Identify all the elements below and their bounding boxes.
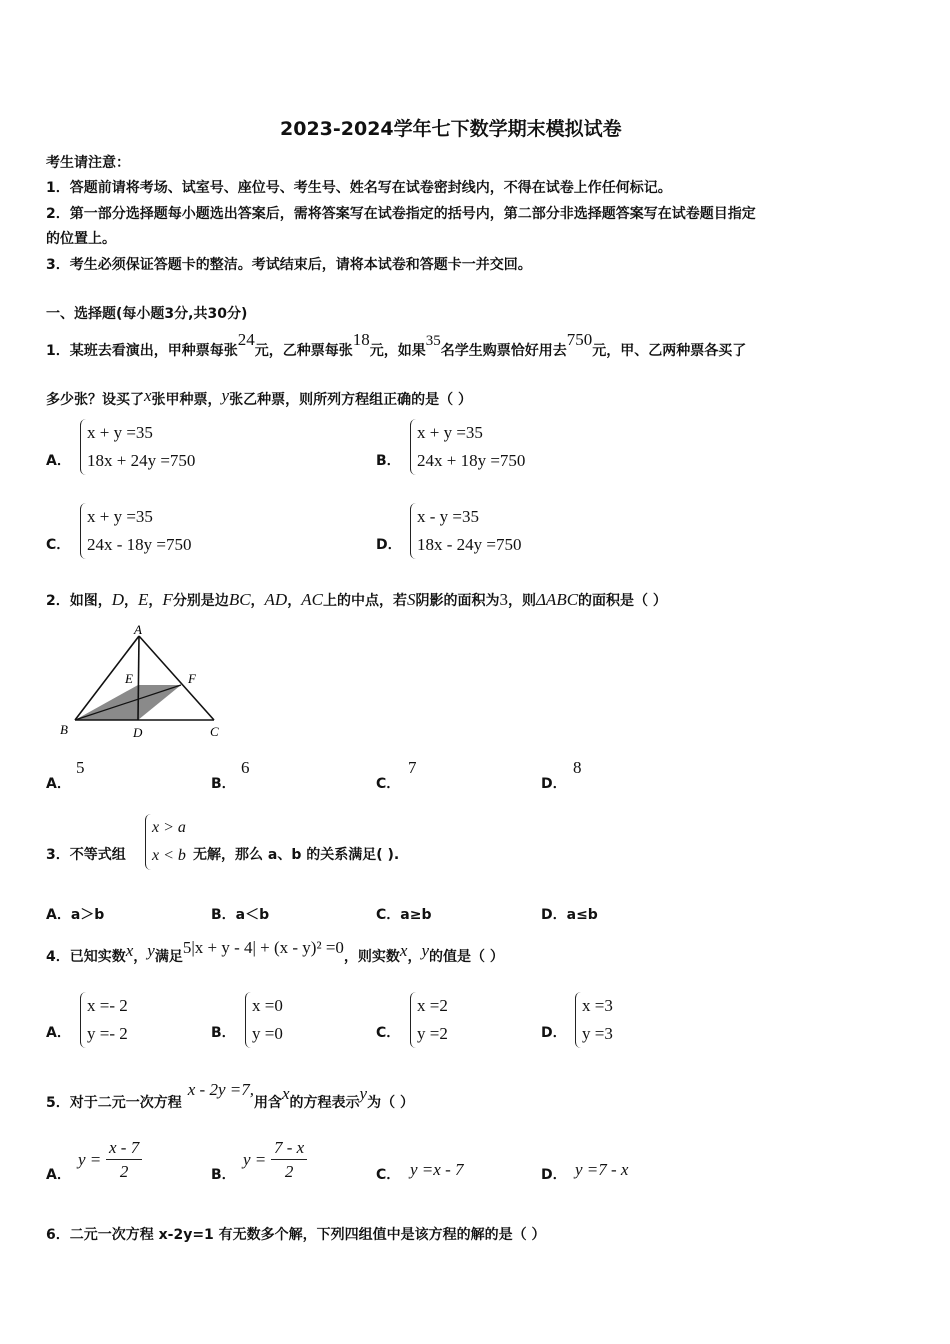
option-letter: C． <box>376 907 401 923</box>
q4-equation: 5|x + y - 4| + (x - y)² =0 <box>182 938 344 957</box>
q4-var: y <box>421 941 429 960</box>
option-value[interactable]: 7 <box>408 758 417 777</box>
section-heading: 一、选择题(每小题3分,共30分) <box>46 306 248 322</box>
label-b: B <box>60 722 68 737</box>
q2-var: F <box>162 590 173 609</box>
question-3-suffix: 无解，那么 a、b 的关系满足( ). <box>193 847 400 863</box>
option-label[interactable]: C． <box>376 1025 401 1041</box>
q2-text: ， <box>148 593 163 609</box>
option-label[interactable]: B． <box>376 453 401 469</box>
question-3-prefix: 3．不等式组 <box>46 847 126 863</box>
question-6: 6．二元一次方程 x-2y=1 有无数多个解，下列四组值中是该方程的解的是（ ） <box>46 1227 546 1243</box>
equation: y =2 <box>417 1024 448 1043</box>
equation: x + y =35 <box>417 423 483 442</box>
q4-text: ， <box>407 949 422 965</box>
equation: x + y =35 <box>87 423 153 442</box>
q4-option-a-system[interactable] <box>80 992 128 1048</box>
q1-text: 多少张？设买了 <box>46 392 144 408</box>
q2-text: 2．如图， <box>46 593 112 609</box>
q2-var: S <box>406 590 416 609</box>
label-c: C <box>210 724 219 739</box>
q5-var: x <box>281 1084 290 1103</box>
q1-text: 元，乙种票每张 <box>254 343 353 359</box>
equation: y =0 <box>252 1024 283 1043</box>
question-1-line1 <box>46 330 747 360</box>
option-label[interactable]: C． <box>376 1167 401 1183</box>
q1-students: 35 <box>425 333 441 349</box>
label-e: E <box>125 671 133 686</box>
option-label[interactable]: A． <box>46 1025 71 1041</box>
equation: 24x + 18y =750 <box>417 451 526 470</box>
question-4 <box>46 938 504 966</box>
denominator: 2 <box>284 1162 294 1181</box>
option-label[interactable] <box>46 904 104 924</box>
q1-var-y: y <box>221 386 230 405</box>
equation: x =3 <box>582 996 613 1015</box>
q1-total: 750 <box>566 330 593 349</box>
option-label[interactable]: D． <box>541 1025 567 1041</box>
option-value[interactable]: 6 <box>241 758 250 777</box>
option-label[interactable]: D． <box>376 537 402 553</box>
q2-text: ， <box>250 593 265 609</box>
triangle-figure <box>56 620 236 745</box>
q1-option-c-system[interactable] <box>80 503 192 559</box>
q4-var: x <box>125 941 134 960</box>
q2-var: AC <box>301 590 323 609</box>
equation: y =3 <box>582 1024 613 1043</box>
option-value: a≥b <box>400 907 432 923</box>
q4-option-c-system[interactable] <box>410 992 448 1048</box>
equation: 18x - 24y =750 <box>417 535 522 554</box>
q4-text: 4．已知实数 <box>46 949 126 965</box>
q2-text: ，则 <box>507 593 536 609</box>
q1-option-b-system[interactable] <box>410 419 525 475</box>
q1-text: 张甲种票， <box>151 392 222 408</box>
q2-text: ， <box>124 593 139 609</box>
option-letter: A． <box>46 907 71 923</box>
option-value[interactable]: 8 <box>573 758 582 777</box>
q1-price-a: 24 <box>237 330 255 349</box>
q3-inequality-system <box>145 814 186 870</box>
equation: x =0 <box>252 996 283 1015</box>
q4-text: 满足 <box>154 949 183 965</box>
equation: 18x + 24y =750 <box>87 451 196 470</box>
q2-var: BC <box>228 590 251 609</box>
option-label[interactable]: C． <box>46 537 71 553</box>
equation: x =- 2 <box>87 996 128 1015</box>
q4-option-d-system[interactable] <box>575 992 613 1048</box>
label-f: F <box>188 671 196 686</box>
notice-item: 3．考生必须保证答题卡的整洁。考试结束后，请将本试卷和答题卡一并交回。 <box>46 257 532 273</box>
median-ad <box>138 636 139 720</box>
q5-text: 的方程表示 <box>289 1095 360 1111</box>
q5-text: 为（ ） <box>367 1095 414 1111</box>
option-value[interactable]: 5 <box>76 758 85 777</box>
option-label[interactable]: A． <box>46 453 71 469</box>
q2-text: 的面积是（ ） <box>578 593 667 609</box>
q1-text: 元，如果 <box>369 343 426 359</box>
inequality: x < b <box>152 847 186 864</box>
option-label[interactable]: B． <box>211 776 236 792</box>
equation: x - y =35 <box>417 507 479 526</box>
option-lhs[interactable]: y = <box>78 1150 102 1169</box>
option-value: a＜b <box>235 907 270 923</box>
q5-equation: x - 2y =7, <box>187 1080 254 1099</box>
q2-value: 3 <box>499 590 508 609</box>
q2-var: E <box>138 590 149 609</box>
q1-text: 1．某班去看演出，甲种票每张 <box>46 343 238 359</box>
option-label[interactable] <box>211 904 269 924</box>
option-value: a＞b <box>70 907 105 923</box>
notice-item: 2．第一部分选择题每小题选出答案后，需将答案写在试卷指定的括号内，第二部分非选择题答案写在试卷题目指定 <box>46 206 756 222</box>
question-5 <box>46 1080 414 1112</box>
equation: y =- 2 <box>87 1024 128 1043</box>
q2-var: AD <box>264 590 288 609</box>
option-label[interactable]: D． <box>541 1167 567 1183</box>
q5-text: 用含 <box>253 1095 282 1111</box>
q5-var: y <box>359 1084 368 1103</box>
question-1-line2 <box>46 386 472 409</box>
fraction[interactable] <box>106 1137 142 1184</box>
denominator: 2 <box>119 1162 129 1181</box>
q1-text: 元，甲、乙两种票各买了 <box>592 343 747 359</box>
option-expression[interactable]: y =x - 7 <box>410 1160 464 1179</box>
option-expression[interactable]: y =7 - x <box>575 1160 629 1179</box>
option-value: a≤b <box>566 907 598 923</box>
option-label[interactable]: B． <box>211 1167 236 1183</box>
notice-item: 1．答题前请将考场、试室号、座位号、考生号、姓名写在试卷密封线内，不得在试卷上作任何标记。 <box>46 180 672 196</box>
label-a: A <box>134 622 142 637</box>
option-label[interactable] <box>376 904 431 924</box>
option-label[interactable] <box>541 904 598 924</box>
notice-heading: 考生请注意： <box>46 155 130 171</box>
q2-text: ， <box>287 593 302 609</box>
inequality: x > a <box>152 819 186 836</box>
q1-price-b: 18 <box>352 330 370 349</box>
q2-triangle: ΔABC <box>535 590 579 609</box>
option-label[interactable]: A． <box>46 776 71 792</box>
equation: x =2 <box>417 996 448 1015</box>
q4-text: 的值是（ ） <box>429 949 504 965</box>
question-2 <box>46 590 667 610</box>
option-label[interactable]: A． <box>46 1167 71 1183</box>
q1-text: 张乙种票，则所列方程组正确的是（ ） <box>229 392 472 408</box>
q1-option-a-system[interactable] <box>80 419 195 475</box>
option-label[interactable]: C． <box>376 776 401 792</box>
equation: 24x - 18y =750 <box>87 535 192 554</box>
page-title: 2023-2024学年七下数学期末模拟试卷 <box>280 118 622 140</box>
option-letter: B． <box>211 907 236 923</box>
q1-option-d-system[interactable] <box>410 503 522 559</box>
q1-var-x: x <box>144 386 152 405</box>
q4-var: y <box>147 941 155 960</box>
label-d: D <box>133 725 143 740</box>
fraction[interactable] <box>271 1137 307 1184</box>
q2-var: D <box>111 590 125 609</box>
option-lhs[interactable]: y = <box>243 1150 267 1169</box>
option-label[interactable]: D． <box>541 776 567 792</box>
option-letter: D． <box>541 907 567 923</box>
option-label[interactable]: B． <box>211 1025 236 1041</box>
equation: x + y =35 <box>87 507 153 526</box>
numerator: x - 7 <box>106 1137 142 1160</box>
q4-option-b-system[interactable] <box>245 992 283 1048</box>
notice-item: 的位置上。 <box>46 231 116 247</box>
q1-text: 名学生购票恰好用去 <box>440 343 567 359</box>
q4-var: x <box>399 941 408 960</box>
numerator: 7 - x <box>271 1137 307 1160</box>
q2-text: 分别是边 <box>172 593 229 609</box>
q4-text: ，则实数 <box>343 949 400 965</box>
q2-text: 阴影的面积为 <box>415 593 500 609</box>
q5-text: 5．对于二元一次方程 <box>46 1095 182 1111</box>
q4-text: ， <box>133 949 148 965</box>
q2-text: 上的中点，若 <box>322 593 407 609</box>
